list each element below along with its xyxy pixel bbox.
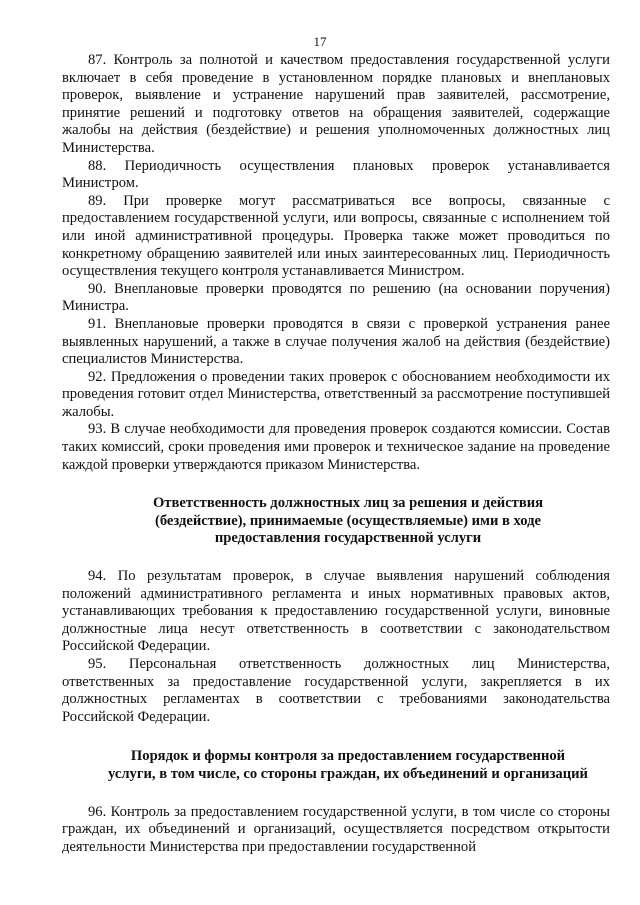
- heading-line: предоставления государственной услуги: [214, 530, 482, 547]
- paragraph-93: 93. В случае необходимости для проведения проверок создаются комиссии. Состав таких комиссий, сроки проведения ими проверок и техническое задание на проведение каждой проверки утверждаются приказом Министерства.: [62, 421, 610, 473]
- section-heading-responsibility: [62, 495, 610, 548]
- paragraph-90: 90. Внеплановые проверки проводятся по решению (на основании поручения) Министра.: [62, 280, 610, 315]
- heading-line: (бездействие), принимаемые (осуществляемые) ими в ходе: [154, 512, 542, 529]
- document-body: [62, 52, 610, 856]
- section-heading-control-forms: [62, 748, 610, 783]
- heading-line: Ответственность должностных лиц за решения и действия: [152, 495, 544, 512]
- paragraph-94: 94. По результатам проверок, в случае выявления нарушений соблюдения положений административного регламента и иных нормативных правовых актов, устанавливающих требования к предоставлению государственной услуги, виновные должностные лица несут ответственность в соответствии с законодательством Российской Федерации.: [62, 568, 610, 655]
- heading-line: Порядок и формы контроля за предоставлением государственной: [130, 748, 566, 765]
- paragraph-91: 91. Внеплановые проверки проводятся в связи с проверкой устранения ранее выявленных нарушений, а также в случае получения жалоб на действия (бездействие) специалистов Министерства.: [62, 315, 610, 368]
- heading-line: услуги, в том числе, со стороны граждан, их объединений и организаций: [108, 765, 588, 782]
- paragraph-88: 88. Периодичность осуществления плановых проверок устанавливается Министром.: [62, 157, 610, 192]
- paragraph-96: 96. Контроль за предоставлением государственной услуги, в том числе со стороны граждан, их объединений и организаций, осуществляется посредством открытости деятельности Министерства при предоставлении государственной: [62, 803, 610, 855]
- page-number: 17: [313, 34, 327, 49]
- paragraph-92: 92. Предложения о проведении таких проверок с обоснованием необходимости их проведения готовит отдел Министерства, ответственный за рассмотрение поступившей жалобы.: [62, 368, 610, 420]
- paragraph-95: 95. Персональная ответственность должностных лиц Министерства, ответственных за предоставление государственной услуги, закрепляется в их должностных регламентах в соответствии с требованиями законодательства Российской Федерации.: [62, 656, 610, 725]
- paragraph-89: 89. При проверке могут рассматриваться все вопросы, связанные с предоставлением государственной услуги, или вопросы, связанные с исполнением той или иной административной процедуры. Проверка также может проводиться по конкретному обращению заявителей или иных заинтересованных лиц. Периодичность осуществления текущего контроля устанавливается Министром.: [62, 192, 610, 280]
- paragraph-87: 87. Контроль за полнотой и качеством предоставления государственной услуги включает в себя проведение в установленном порядке плановых и внеплановых проверок, выявление и устранение нарушений прав заявителей, рассмотрение, принятие решений и подготовку ответов на обращения заявителей, содержащие жалобы на действия (бездействие) и решения уполномоченных должностных лиц Министерства.: [62, 52, 610, 156]
